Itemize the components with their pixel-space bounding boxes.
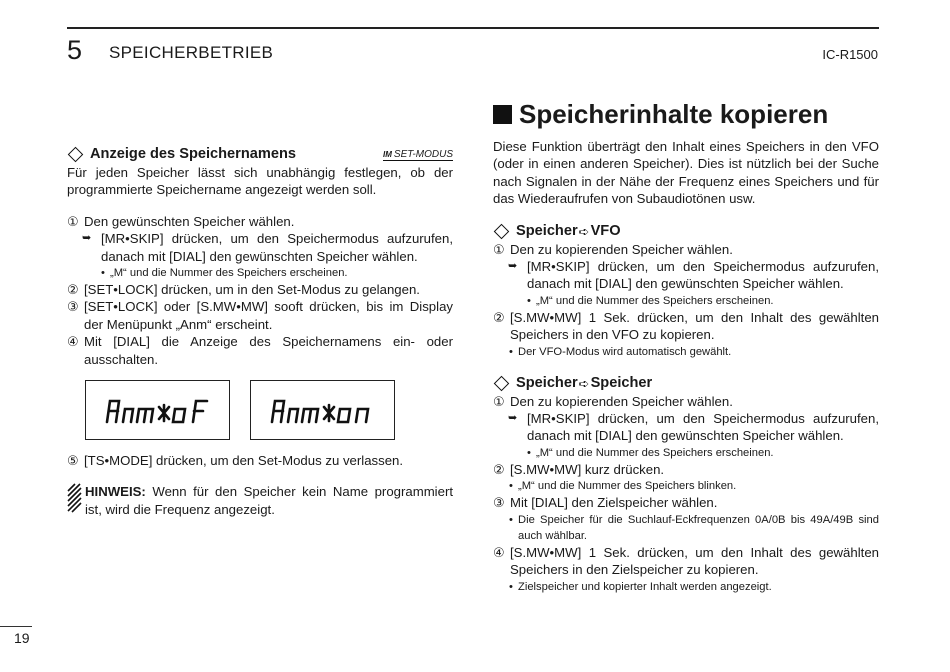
arrow-icon: ➥ xyxy=(508,412,518,425)
step-1-instruction xyxy=(493,258,879,293)
step-number: ② xyxy=(493,309,505,325)
step-number: ③ xyxy=(67,299,79,315)
arrow-icon: ➥ xyxy=(82,232,92,245)
heading-text: Anzeige des Speichernamens xyxy=(90,146,297,162)
left-column xyxy=(67,145,453,518)
step-text: [SET•LOCK] drücken, um in den Set-Modus zu gelangen. xyxy=(84,282,420,298)
title-text: Speicherinhalte kopieren xyxy=(519,99,829,129)
step-5 xyxy=(67,452,453,469)
intro-paragraph: Für jeden Speicher lässt sich unabhängig festlegen, ob der programmierte Speichername angezeigt werden soll. xyxy=(67,165,453,198)
heading-part-a: Speicher xyxy=(516,374,578,391)
note-text xyxy=(85,483,453,518)
step-number: ① xyxy=(67,213,79,229)
step-3 xyxy=(67,298,453,333)
step-number: ③ xyxy=(493,495,505,511)
note-icon xyxy=(67,483,85,518)
mode-tag-label: SET-MODUS xyxy=(393,148,453,160)
step-1 xyxy=(493,241,879,258)
lcd-anm-on-graphic xyxy=(268,395,378,425)
step-1-bullet: • „M“ und die Nummer des Speichers erscheinen. xyxy=(67,265,453,281)
step-text: [TS•MODE] drücken, um den Set-Modus zu verlassen. xyxy=(84,453,404,469)
instruction-text: [MR•SKIP] drücken, um den Speichermodus aufzurufen, danach mit [DIAL] den gewünschten Speicher wählen. xyxy=(101,231,453,264)
page-title xyxy=(493,98,879,130)
step-1-bullet: • „M“ und die Nummer des Speichers erscheinen. xyxy=(493,445,879,461)
step-4 xyxy=(67,333,453,368)
step-2-bullet: • „M“ und die Nummer des Speichers blinken. xyxy=(493,478,879,494)
arrow-right-icon: ➪ xyxy=(578,375,590,391)
square-bullet-icon xyxy=(493,105,512,124)
header-rule xyxy=(67,27,879,29)
chapter-number: 5 xyxy=(67,35,83,65)
arrow-icon: ➥ xyxy=(508,260,518,273)
diamond-icon xyxy=(494,375,510,391)
instruction-text: [MR•SKIP] drücken, um den Speichermodus aufzurufen, danach mit [DIAL] den gewünschten Speicher wählen. xyxy=(527,411,879,444)
lcd-display-on xyxy=(250,380,395,440)
note-box xyxy=(67,483,453,518)
step-text: Mit [DIAL] die Anzeige des Speichernamens ein- oder ausschalten. xyxy=(84,334,453,367)
step-number: ④ xyxy=(493,544,505,560)
bullet-text: „M“ und die Nummer des Speichers blinken. xyxy=(518,480,737,493)
section-heading-memory-to-vfo xyxy=(493,222,879,241)
step-text: [S.MW•MW] 1 Sek. drücken, um den Inhalt des gewählten Speichers in den VFO zu kopieren. xyxy=(510,309,879,343)
bullet-text: „M“ und die Nummer des Speichers erscheinen. xyxy=(536,294,774,307)
lcd-examples xyxy=(85,380,453,440)
section-heading-name-display xyxy=(67,145,453,164)
step-3-bullet: • Die Speicher für die Suchlauf-Eckfrequenzen 0A/0B bis 49A/49B sind auch wählbar. xyxy=(509,513,879,542)
step-1-instruction xyxy=(67,230,453,265)
set-mode-tag xyxy=(383,149,453,161)
step-2 xyxy=(493,461,879,478)
model-name: IC-R1500 xyxy=(822,47,878,62)
step-3 xyxy=(493,494,879,511)
heading-part-a: Speicher xyxy=(516,222,578,239)
step-number: ② xyxy=(493,461,505,477)
step-number: ① xyxy=(493,393,505,409)
lcd-display-off xyxy=(85,380,230,440)
intro-paragraph: Diese Funktion überträgt den Inhalt eines Speichers in den VFO (oder in einen anderen Speicher). Dies ist nützlich bei der Suche nach Signalen in der Nähe der Frequenz eines Speichers und für das Wiederaufrufen von Subaudiotönen usw. xyxy=(493,139,879,207)
step-number: ② xyxy=(67,282,79,298)
bullet-text: „M“ und die Nummer des Speichers erscheinen. xyxy=(110,267,348,280)
heading-part-b: VFO xyxy=(590,222,621,239)
step-text: [S.MW•MW] 1 Sek. drücken, um den Inhalt des gewählten Speichers in den Zielspeicher zu kopieren. xyxy=(510,544,879,578)
step-text: Den zu kopierenden Speicher wählen. xyxy=(510,241,733,257)
arrow-right-icon: ➪ xyxy=(578,223,590,239)
bullet-text: Der VFO-Modus wird automatisch gewählt. xyxy=(518,345,732,358)
chapter-title: SPEICHERBETRIEB xyxy=(109,43,274,62)
instruction-text: [MR•SKIP] drücken, um den Speichermodus aufzurufen, danach mit [DIAL] den gewünschten Speicher wählen. xyxy=(527,259,879,292)
step-1-bullet: • „M“ und die Nummer des Speichers erscheinen. xyxy=(493,293,879,309)
mode-tag-prefix: IM xyxy=(383,149,392,159)
section-heading-memory-to-memory xyxy=(493,374,879,393)
step-2-bullet: • Der VFO-Modus wird automatisch gewählt. xyxy=(493,344,879,360)
diamond-icon xyxy=(494,223,510,239)
heading-part-b: Speicher xyxy=(590,374,653,391)
step-text: [SET•LOCK] oder [S.MW•MW] sooft drücken, bis im Display der Menüpunkt „Anm“ erscheint. xyxy=(84,299,453,332)
diamond-icon xyxy=(68,147,84,163)
bullet-text: Zielspeicher und kopierter Inhalt werden angezeigt. xyxy=(518,580,772,593)
step-text: [S.MW•MW] kurz drücken. xyxy=(510,461,665,477)
page-number: 19 xyxy=(14,630,30,646)
step-number: ⑤ xyxy=(67,453,79,469)
step-number: ① xyxy=(493,241,505,257)
step-4 xyxy=(493,544,879,579)
step-1-instruction xyxy=(493,410,879,445)
step-2 xyxy=(493,309,879,344)
step-1 xyxy=(67,213,453,230)
step-text: Mit [DIAL] den Zielspeicher wählen. xyxy=(510,495,718,511)
step-text: Den gewünschten Speicher wählen. xyxy=(84,213,295,229)
lcd-anm-off-graphic xyxy=(103,395,213,425)
step-text: Den zu kopierenden Speicher wählen. xyxy=(510,393,733,409)
footer-rule xyxy=(0,626,32,627)
note-label: HINWEIS: xyxy=(85,484,146,500)
step-2 xyxy=(67,281,453,298)
right-column xyxy=(493,98,879,595)
step-number: ④ xyxy=(67,334,79,350)
step-1 xyxy=(493,393,879,410)
note-body: Wenn für den Speicher kein Name programmiert ist, wird die Frequenz angezeigt. xyxy=(85,484,453,517)
bullet-text: „M“ und die Nummer des Speichers erscheinen. xyxy=(536,446,774,459)
bullet-text: Die Speicher für die Suchlauf-Eckfrequenzen 0A/0B bis 49A/49B sind auch wählbar. xyxy=(518,513,879,542)
step-4-bullet: • Zielspeicher und kopierter Inhalt werden angezeigt. xyxy=(493,579,879,595)
